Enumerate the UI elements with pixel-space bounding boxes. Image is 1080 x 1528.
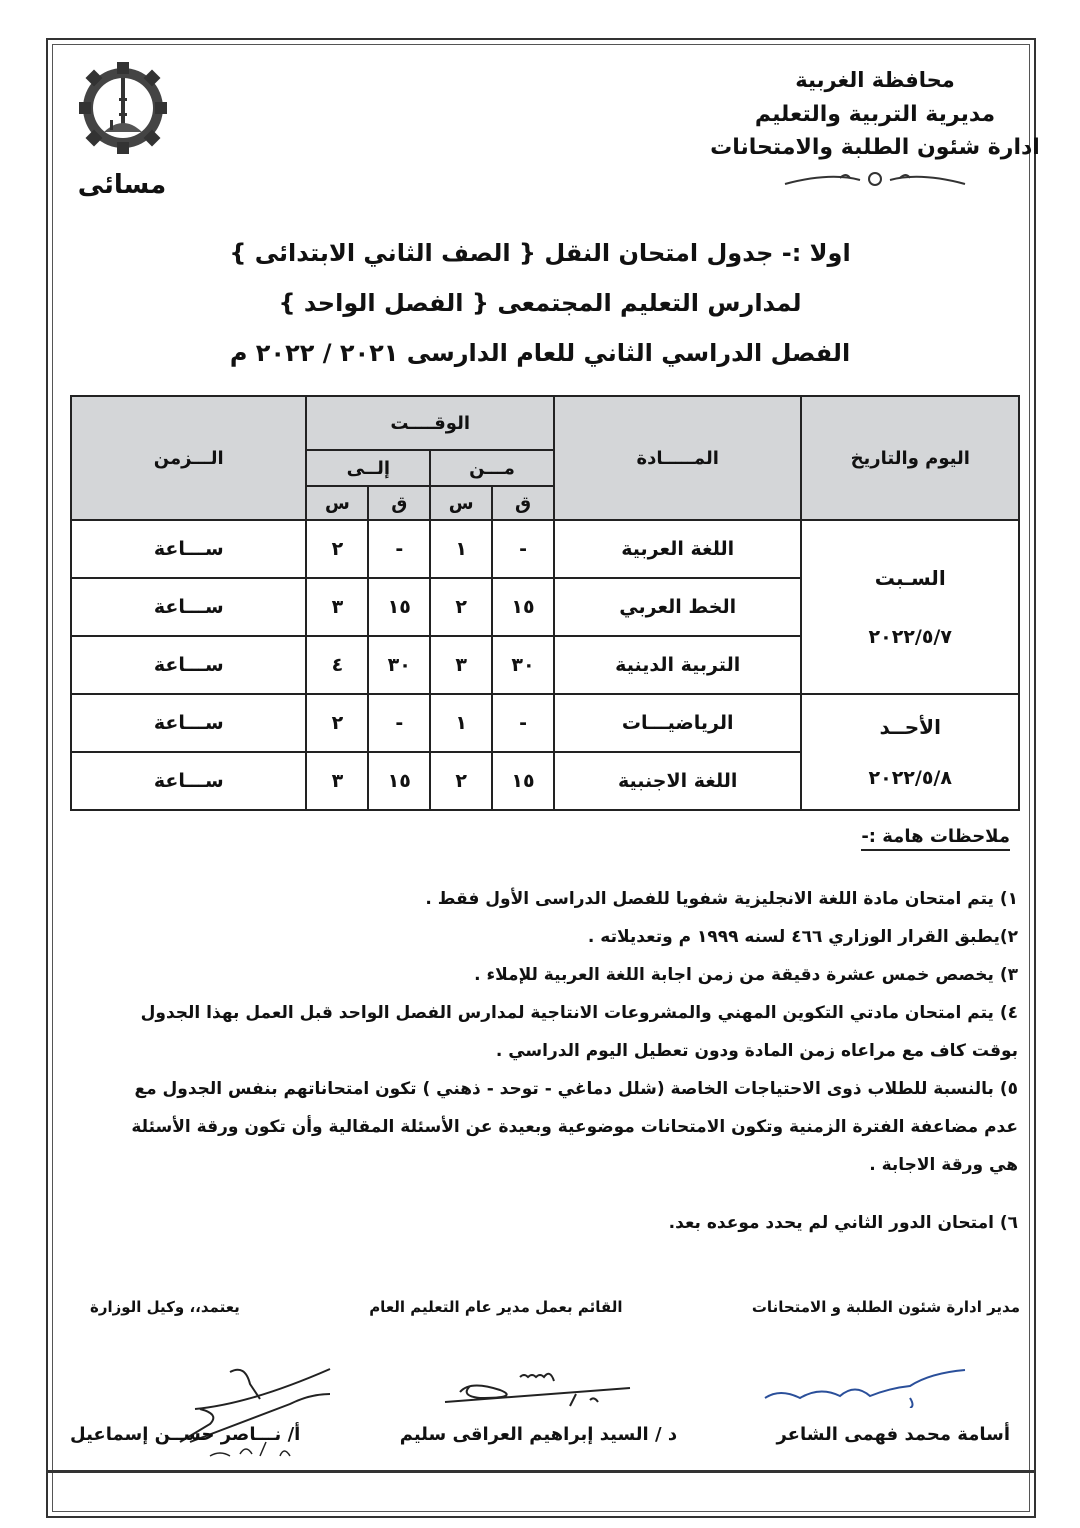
header-to-hour: س bbox=[306, 486, 368, 520]
title-line-3: الفصل الدراسي الثاني للعام الدارسى ٢٠٢١ / ٢٠٢٢ م bbox=[229, 339, 851, 367]
from-hour: ١ bbox=[430, 694, 492, 752]
to-minute: - bbox=[368, 694, 430, 752]
signature-names bbox=[70, 1424, 1010, 1445]
to-hour: ٢ bbox=[306, 694, 368, 752]
signature-title: القائم بعمل مدير عام التعليم العام bbox=[369, 1298, 623, 1316]
header-from-minute: ق bbox=[492, 486, 554, 520]
duration-cell: ســـاعة bbox=[71, 752, 306, 810]
header-duration: الـــزمن bbox=[71, 396, 306, 520]
title-line-1: اولا :- جدول امتحان النقل { الصف الثاني الابتدائى } bbox=[229, 239, 851, 267]
governorate-name: محافظة الغربية bbox=[795, 68, 955, 92]
handwritten-signature-icon bbox=[760, 1368, 970, 1408]
notes-list bbox=[98, 880, 1018, 1242]
header-time: الوقــــت bbox=[306, 396, 553, 450]
from-minute: - bbox=[492, 694, 554, 752]
to-minute: ١٥ bbox=[368, 752, 430, 810]
header-to: إلــى bbox=[306, 450, 430, 486]
from-hour: ٢ bbox=[430, 578, 492, 636]
note-item: ٣) يخصص خمس عشرة دقيقة من زمن اجابة اللغة العربية للإملاء . bbox=[474, 965, 1018, 985]
to-minute: - bbox=[368, 520, 430, 578]
to-minute: ١٥ bbox=[368, 578, 430, 636]
signature-title: يعتمد،، وكيل الوزارة bbox=[90, 1298, 240, 1316]
header-from: مـــن bbox=[430, 450, 554, 486]
duration-cell: ســـاعة bbox=[71, 694, 306, 752]
duration-cell: ســـاعة bbox=[71, 578, 306, 636]
subject-cell: اللغة الاجنبية bbox=[554, 752, 802, 810]
from-minute: ١٥ bbox=[492, 578, 554, 636]
letterhead bbox=[710, 68, 1040, 194]
duration-cell: ســـاعة bbox=[71, 520, 306, 578]
table-row bbox=[71, 694, 1019, 752]
document-title bbox=[200, 228, 880, 378]
gear-minaret-emblem-icon bbox=[78, 58, 168, 158]
to-minute: ٣٠ bbox=[368, 636, 430, 694]
from-minute: - bbox=[492, 520, 554, 578]
header-day-date: اليوم والتاريخ bbox=[801, 396, 1019, 520]
from-hour: ١ bbox=[430, 520, 492, 578]
subject-cell: التربية الدينية bbox=[554, 636, 802, 694]
department-name: ادارة شئون الطلبة والامتحانات bbox=[710, 135, 1040, 160]
to-hour: ٤ bbox=[306, 636, 368, 694]
note-item: ٤) يتم امتحان مادتي التكوين المهني والمشروعات الانتاجية لمدارس الفصل الواحد قبل العمل بهذا الجدول بوقت كاف مع مراعاه زمن المادة ودون تعطيل اليوم الدراسي . bbox=[140, 1003, 1018, 1061]
title-line-2: لمدارس التعليم المجتمعى { الفصل الواحد } bbox=[278, 289, 802, 317]
subject-cell: الخط العربي bbox=[554, 578, 802, 636]
handwritten-signature-icon bbox=[440, 1362, 640, 1410]
signatory-name: د / السيد إبراهيم العراقى سليم bbox=[399, 1424, 678, 1445]
table-row bbox=[71, 520, 1019, 578]
note-item: ٦) امتحان الدور الثاني لم يحدد موعده بعد. bbox=[668, 1213, 1018, 1233]
exam-date: ٢٠٢٢/٥/٨ bbox=[868, 767, 952, 789]
exam-date: ٢٠٢٢/٥/٧ bbox=[868, 626, 952, 648]
from-minute: ٣٠ bbox=[492, 636, 554, 694]
notes-title: ملاحظات هامة :- bbox=[861, 826, 1010, 851]
ornament-divider-icon bbox=[780, 168, 970, 190]
to-hour: ٣ bbox=[306, 752, 368, 810]
note-item: ١) يتم امتحان مادة اللغة الانجليزية شفويا للفصل الدراسى الأول فقط . bbox=[425, 889, 1018, 909]
from-minute: ١٥ bbox=[492, 752, 554, 810]
exam-schedule-table bbox=[70, 395, 1020, 811]
header-to-minute: ق bbox=[368, 486, 430, 520]
signatory-name: أسامة محمد فهمى الشاعر bbox=[776, 1424, 1010, 1445]
duration-cell: ســـاعة bbox=[71, 636, 306, 694]
bottom-rule bbox=[46, 1470, 1036, 1473]
from-hour: ٢ bbox=[430, 752, 492, 810]
day-cell bbox=[801, 694, 1019, 810]
from-hour: ٣ bbox=[430, 636, 492, 694]
day-name: السـبت bbox=[874, 566, 946, 590]
header-from-hour: س bbox=[430, 486, 492, 520]
to-hour: ٣ bbox=[306, 578, 368, 636]
directorate-name: مديرية التربية والتعليم bbox=[754, 102, 996, 127]
signature-titles bbox=[90, 1298, 1020, 1316]
signatory-name: أ/ نـــاصر حســن إسماعيل bbox=[70, 1424, 301, 1445]
signature-title: مدير ادارة شئون الطلبة و الامتحانات bbox=[751, 1298, 1020, 1316]
header-subject: المـــــادة bbox=[554, 396, 802, 520]
logo-text: مسائى bbox=[77, 170, 167, 200]
to-hour: ٢ bbox=[306, 520, 368, 578]
note-item: ٥) بالنسبة للطلاب ذوى الاحتياجات الخاصة (شلل دماغي - توحد - ذهني ) تكون امتحاناتهم بنفس الجدول مع عدم مضاعفة الفترة الزمنية وتكون الامتحانات موضوعية وبعيدة عن الأسئلة المقالية وأن تكون ورقة الأسئلة هي ورقة الاجابة . bbox=[131, 1079, 1018, 1175]
subject-cell: اللغة العربية bbox=[554, 520, 802, 578]
day-name: الأحــد bbox=[879, 715, 941, 739]
note-item: ٢)يطبق القرار الوزاري ٤٦٦ لسنه ١٩٩٩ م وتعديلاته . bbox=[587, 927, 1018, 947]
day-cell bbox=[801, 520, 1019, 694]
handwritten-signature-icon bbox=[150, 1364, 350, 1460]
subject-cell: الرياضيـــات bbox=[554, 694, 802, 752]
